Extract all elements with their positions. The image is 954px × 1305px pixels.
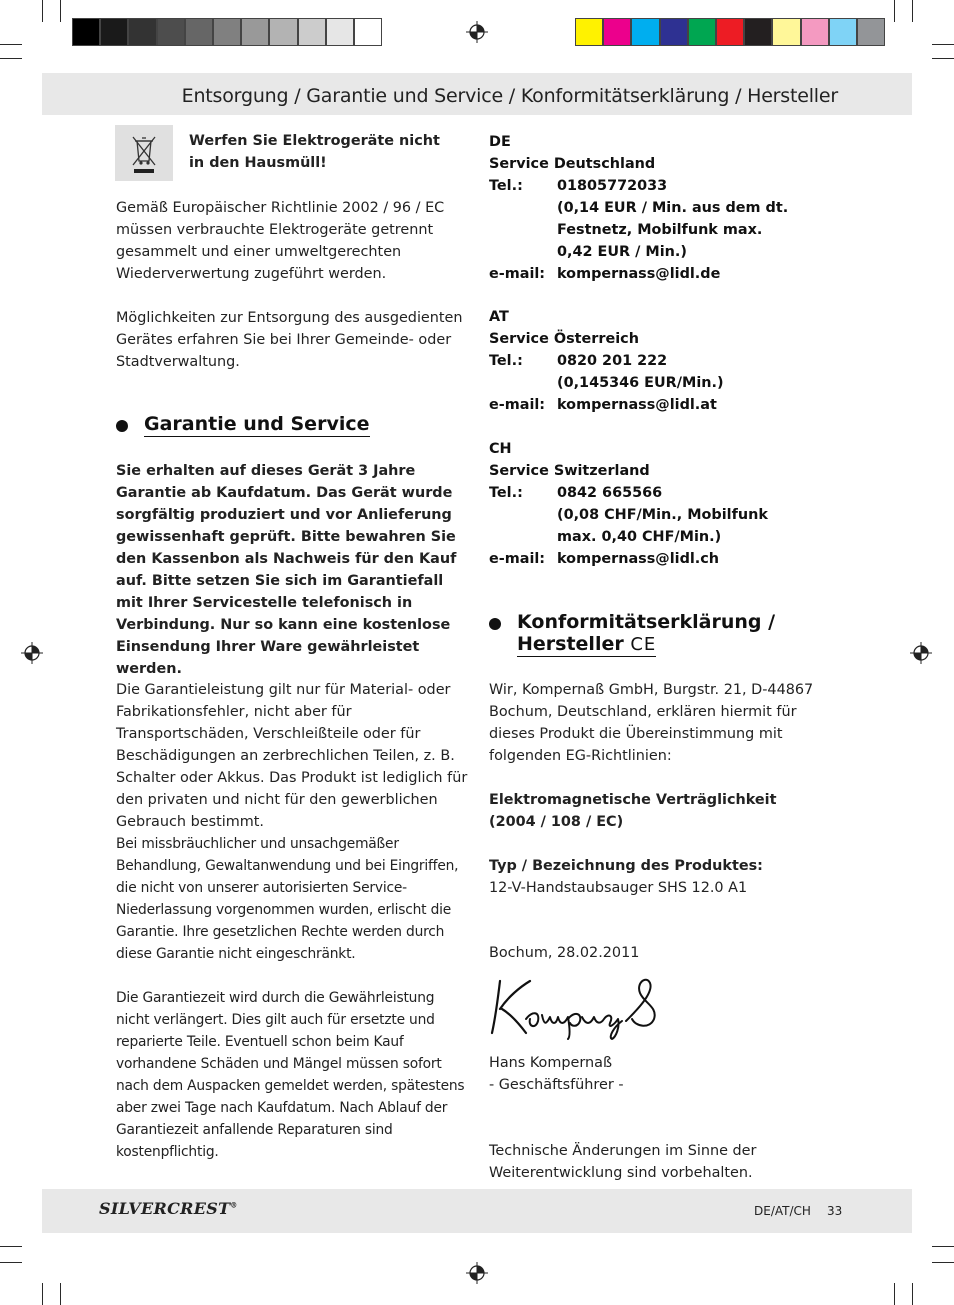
color-swatch [772,18,800,46]
service-name: Service Österreich [489,331,639,347]
signature-image [486,975,666,1040]
color-swatch [660,18,688,46]
crop-mark [60,1283,61,1305]
section-bullet-icon [489,618,501,630]
color-swatch [688,18,716,46]
email-address: kompernass@lidl.ch [557,551,720,567]
registration-mark-icon [21,642,43,664]
gray-swatch [241,18,269,46]
service-name: Service Switzerland [489,463,650,479]
crop-mark [912,0,913,22]
garantie-paragraph: Die Garantieleistung gilt nur für Material- oder Fabrikationsfehler, nicht aber für Transportschäden, Verschleißteile oder für Beschädigungen an zerbrechlichen Teilen, z. B. Schalter oder Akkus. Das Produkt ist lediglich für den privaten und nicht für den gewerblichen Gebrauch bestimmt. [116,682,468,830]
tel-label: Tel.: [489,485,523,501]
gray-swatch [354,18,382,46]
ce-mark-icon: CE [630,634,657,655]
crop-mark [0,44,22,45]
gray-swatch [100,18,128,46]
crop-mark [932,1262,954,1263]
email-address: kompernass@lidl.de [557,266,721,282]
tel-note: max. 0,40 CHF/Min.) [557,529,722,545]
gray-swatch [298,18,326,46]
declaration-intro: Wir, Kompernaß GmbH, Burgstr. 21, D-44867 Bochum, Deutschland, erklären hiermit für dieses Produkt die Übereinstimmung mit folgenden EG-Richtlinien: [489,682,814,764]
gray-swatch [269,18,297,46]
page-header [42,73,912,115]
tel-note: (0,145346 EUR/Min.) [557,375,724,391]
tel-note: (0,08 CHF/Min., Mobilfunk [557,507,768,523]
gray-swatch [157,18,185,46]
tel-note: 0,42 EUR / Min.) [557,244,687,260]
section-heading-konformitaet: Konformitätserklärung / Hersteller CE [517,611,776,655]
crop-mark [42,1283,43,1305]
crop-mark [932,58,954,59]
crop-mark [0,1262,22,1263]
color-swatch [631,18,659,46]
registration-mark-icon [466,1262,488,1284]
disposal-paragraph: Möglichkeiten zur Entsorgung des ausgedienten Gerätes erfahren Sie bei Ihrer Gemeinde- oder Stadtverwaltung. [116,310,463,370]
tel-note: Festnetz, Mobilfunk max. [557,222,763,238]
crop-mark [0,58,22,59]
gray-swatch [185,18,213,46]
color-swatch [575,18,603,46]
weee-symbol-box [115,125,173,181]
gray-swatch [326,18,354,46]
locale-label: DE/AT/CH [754,1204,811,1218]
disposal-paragraph: Gemäß Europäischer Richtlinie 2002 / 96 / EC müssen verbrauchte Elektrogeräte getrennt gesammelt und einer umweltgerechten Wiederverwertung zugeführt werden. [116,200,445,282]
color-swatch [829,18,857,46]
gray-swatch [128,18,156,46]
crop-mark [894,0,895,22]
disposal-warning: Werfen Sie Elektrogeräte nicht in den Hausmüll! [189,133,440,171]
page-footer [42,1189,912,1233]
crop-mark [0,1246,22,1247]
page-title: Entsorgung / Garantie und Service / Konformitätserklärung / Hersteller [181,85,838,107]
section-bullet-icon [116,420,128,432]
service-country-code: CH [489,441,512,457]
crop-mark [912,1283,913,1305]
tel-number: 0842 665566 [557,485,663,501]
brand-logo: SILVERCREST® [99,1199,238,1218]
registration-mark-icon [910,642,932,664]
email-label: e-mail: [489,397,546,413]
crossed-out-bin-icon [115,125,173,181]
email-label: e-mail: [489,266,546,282]
signer-name: Hans Kompernaß [489,1055,613,1071]
service-country-code: AT [489,309,509,325]
gray-swatch [213,18,241,46]
emv-directive: Elektromagnetische Verträglichkeit (2004 / 108 / EC) [489,792,777,830]
technical-changes-note: Technische Änderungen im Sinne der Weiterentwicklung sind vorbehalten. [489,1143,757,1181]
signer-role: - Geschäftsführer - [489,1077,624,1093]
email-label: e-mail: [489,551,546,567]
tel-note: (0,14 EUR / Min. aus dem dt. [557,200,789,216]
page-number: 33 [827,1204,843,1218]
registration-mark-icon [466,21,488,43]
place-date: Bochum, 28.02.2011 [489,945,640,961]
color-swatch [716,18,744,46]
section-heading-garantie: Garantie und Service [144,413,370,435]
garantie-paragraph: Die Garantiezeit wird durch die Gewährleistung nicht verlängert. Dies gilt auch für ersetzte und reparierte Teile. Eventuell schon beim Kauf vorhandene Schäden und Mängel müssen sofort nach dem Auspacken gemeldet werden, spätestens aber zwei Tage nach Kaufdatum. Nach Ablauf der Garantiezeit anfallende Reparaturen sind kostenpflichtig. [116,990,465,1160]
crop-mark [60,0,61,22]
product-type-label: Typ / Bezeichnung des Produktes: [489,858,763,874]
crop-mark [894,1283,895,1305]
color-swatch [744,18,772,46]
garantie-bold-paragraph: Sie erhalten auf dieses Gerät 3 Jahre Garantie ab Kaufdatum. Das Gerät wurde sorgfältig produziert und vor Anlieferung gewissenhaft geprüft. Bitte bewahren Sie den Kassenbon als Nachweis für den Kauf auf. Bitte setzen Sie sich im Garantiefall mit Ihrer Servicestelle telefonisch in Verbindung. Nur so kann eine kostenlose Einsendung Ihrer Ware gewährleistet werden. [116,463,457,677]
crop-mark [42,0,43,22]
crop-mark [932,44,954,45]
service-country-code: DE [489,134,511,150]
color-swatch [603,18,631,46]
garantie-paragraph: Bei missbräuchlicher und unsachgemäßer Behandlung, Gewaltanwendung und bei Eingriffen, die nicht von unserer autorisierten Service-Niederlassung vorgenommen wurden, erlischt die Garantie. Ihre gesetzlichen Rechte werden durch diese Garantie nicht eingeschränkt. [116,836,459,962]
color-swatch [801,18,829,46]
tel-label: Tel.: [489,178,523,194]
product-type-value: 12-V-Handstaubsauger SHS 12.0 A1 [489,880,748,896]
tel-number: 0820 201 222 [557,353,668,369]
service-name: Service Deutschland [489,156,656,172]
email-address: kompernass@lidl.at [557,397,717,413]
tel-label: Tel.: [489,353,523,369]
crop-mark [932,1246,954,1247]
gray-swatch [72,18,100,46]
color-swatch [857,18,885,46]
tel-number: 01805772033 [557,178,668,194]
